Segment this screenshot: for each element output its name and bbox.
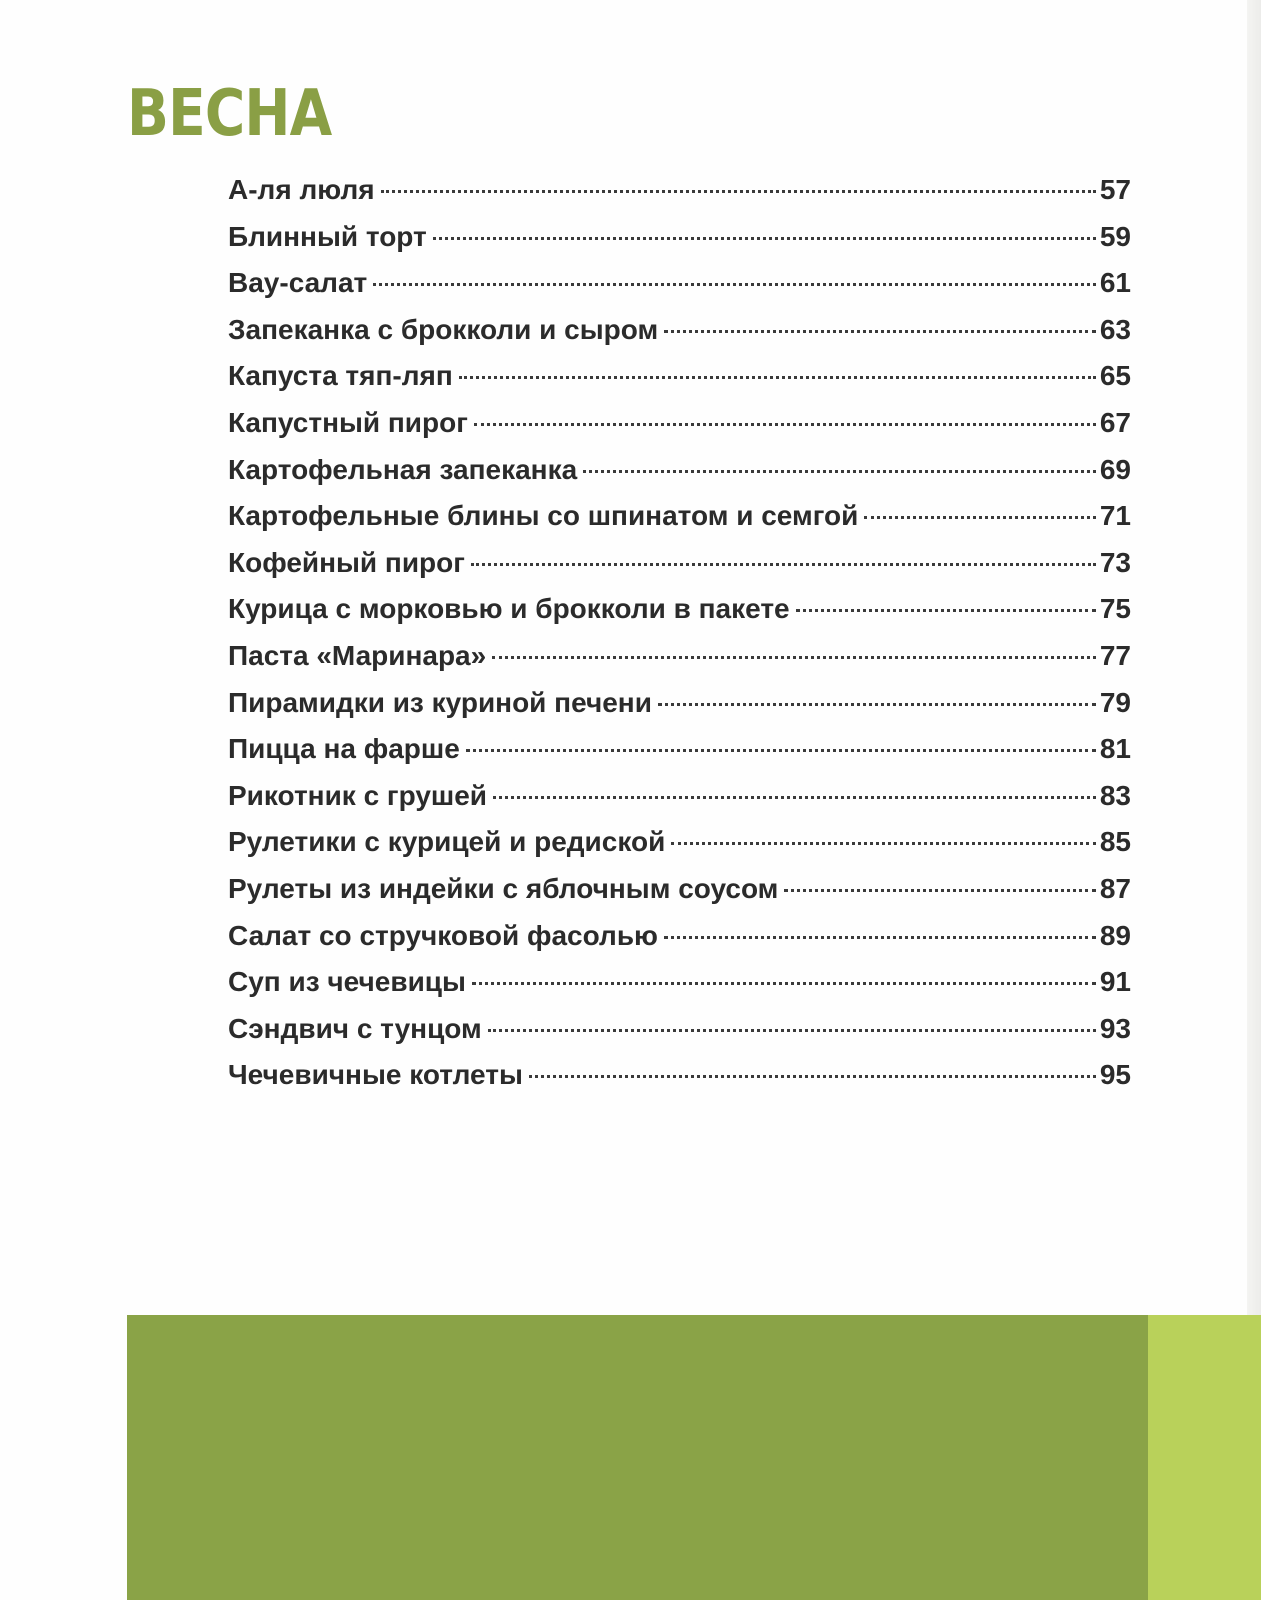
toc-entry bbox=[228, 314, 1131, 361]
toc-entry-title: Пирамидки из куриной печени bbox=[228, 686, 652, 718]
toc-dot-leader bbox=[864, 516, 1096, 519]
toc-entry-page-number: 93 bbox=[1099, 1012, 1131, 1044]
toc-entry bbox=[228, 1013, 1131, 1060]
toc-entry bbox=[228, 500, 1131, 547]
toc-entry-page-number: 65 bbox=[1099, 360, 1131, 392]
toc-dot-leader bbox=[474, 423, 1096, 426]
toc-entry-title: Чечевичные котлеты bbox=[228, 1059, 523, 1091]
toc-entry-page-number: 87 bbox=[1099, 872, 1131, 904]
toc-entry-title: Картофельные блины со шпинатом и семгой bbox=[228, 500, 859, 532]
toc-entry-title: Вау-салат bbox=[228, 267, 368, 299]
toc-entry-title: Сэндвич с тунцом bbox=[228, 1012, 482, 1044]
toc-entry-title: А-ля люля bbox=[228, 174, 375, 205]
toc-entry-page-number: 57 bbox=[1099, 174, 1131, 205]
toc-entry bbox=[228, 1059, 1131, 1106]
toc-dot-leader bbox=[373, 283, 1096, 286]
toc-entry-page-number: 67 bbox=[1099, 406, 1131, 438]
page-edge bbox=[1247, 0, 1261, 1315]
toc-entry bbox=[228, 920, 1131, 967]
toc-entry-page-number: 69 bbox=[1099, 453, 1131, 485]
section-title: ВЕСНА bbox=[127, 77, 332, 151]
toc-entry bbox=[228, 873, 1131, 920]
toc-dot-leader bbox=[671, 842, 1096, 845]
toc-dot-leader bbox=[796, 609, 1096, 612]
toc-entry bbox=[228, 640, 1131, 687]
toc-entry bbox=[228, 454, 1131, 501]
toc-entry-title: Салат со стручковой фасолью bbox=[228, 919, 658, 951]
toc-dot-leader bbox=[381, 190, 1096, 193]
toc-entry-page-number: 73 bbox=[1099, 546, 1131, 578]
toc-entry-page-number: 79 bbox=[1099, 686, 1131, 718]
toc-entry bbox=[228, 826, 1131, 873]
toc-entry-title: Картофельная запеканка bbox=[228, 453, 578, 485]
toc-dot-leader bbox=[433, 237, 1096, 240]
toc-entry-page-number: 81 bbox=[1099, 733, 1131, 765]
toc-entry-page-number: 83 bbox=[1099, 779, 1131, 811]
toc-entry-title: Суп из чечевицы bbox=[228, 966, 466, 998]
toc-entry-title: Кофейный пирог bbox=[228, 546, 465, 578]
toc-entry-title: Рулетики с курицей и редиской bbox=[228, 826, 666, 858]
toc-entry-page-number: 61 bbox=[1099, 267, 1131, 299]
toc-entry bbox=[228, 733, 1131, 780]
toc-dot-leader bbox=[488, 1029, 1096, 1032]
toc-entry-page-number: 95 bbox=[1099, 1059, 1131, 1091]
toc-dot-leader bbox=[471, 563, 1096, 566]
toc-entry-title: Паста «Маринара» bbox=[228, 639, 487, 671]
decorative-band-light bbox=[1148, 1315, 1261, 1600]
toc-entry-page-number: 59 bbox=[1099, 220, 1131, 252]
toc-entry-page-number: 85 bbox=[1099, 826, 1131, 858]
toc-entry-title: Курица с морковью и брокколи в пакете bbox=[228, 593, 790, 625]
toc-entry-title: Блинный торт bbox=[228, 220, 427, 252]
table-of-contents bbox=[228, 174, 1131, 1106]
toc-entry-title: Капуста тяп-ляп bbox=[228, 360, 453, 392]
toc-entry bbox=[228, 360, 1131, 407]
toc-entry-page-number: 75 bbox=[1099, 593, 1131, 625]
toc-entry-page-number: 89 bbox=[1099, 919, 1131, 951]
toc-entry-title: Капустный пирог bbox=[228, 406, 468, 438]
toc-dot-leader bbox=[658, 703, 1096, 706]
toc-entry-page-number: 91 bbox=[1099, 966, 1131, 998]
toc-entry-page-number: 77 bbox=[1099, 639, 1131, 671]
toc-entry bbox=[228, 966, 1131, 1013]
toc-entry-title: Рулеты из индейки с яблочным соусом bbox=[228, 872, 779, 904]
toc-entry bbox=[228, 780, 1131, 827]
toc-entry bbox=[228, 687, 1131, 734]
toc-entry-page-number: 71 bbox=[1099, 500, 1131, 532]
toc-entry-title: Рикотник с грушей bbox=[228, 779, 488, 811]
toc-entry bbox=[228, 221, 1131, 268]
toc-entry bbox=[228, 547, 1131, 594]
toc-entry bbox=[228, 593, 1131, 640]
toc-dot-leader bbox=[664, 936, 1096, 939]
toc-dot-leader bbox=[664, 330, 1096, 333]
toc-dot-leader bbox=[492, 656, 1096, 659]
toc-entry bbox=[228, 407, 1131, 454]
toc-entry-title: Запеканка с брокколи и сыром bbox=[228, 313, 659, 345]
toc-dot-leader bbox=[784, 889, 1095, 892]
toc-dot-leader bbox=[459, 376, 1096, 379]
toc-entry bbox=[228, 267, 1131, 314]
toc-dot-leader bbox=[583, 470, 1096, 473]
decorative-band-dark bbox=[127, 1315, 1148, 1600]
toc-dot-leader bbox=[529, 1075, 1096, 1078]
toc-dot-leader bbox=[472, 982, 1096, 985]
toc-entry-title: Пицца на фарше bbox=[228, 733, 460, 765]
toc-dot-leader bbox=[493, 796, 1096, 799]
toc-entry-page-number: 63 bbox=[1099, 313, 1131, 345]
toc-dot-leader bbox=[466, 749, 1096, 752]
toc-entry bbox=[228, 174, 1131, 221]
